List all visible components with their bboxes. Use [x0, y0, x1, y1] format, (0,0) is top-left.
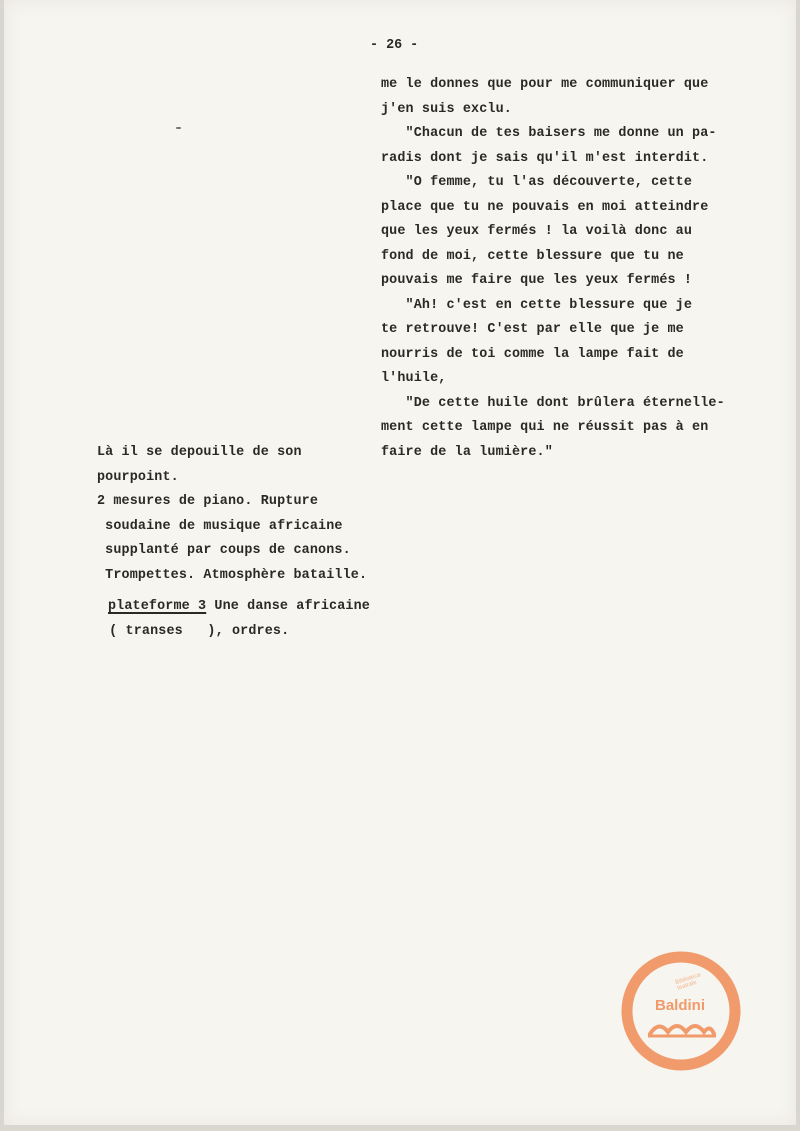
- stamp-name: Baldini: [654, 997, 705, 1014]
- platform-label: plateforme 3: [108, 599, 207, 614]
- rc-line-13: l'huile,: [381, 371, 447, 386]
- rc-line-7: que les yeux fermés ! la voilà donc au: [381, 224, 693, 239]
- lc-line-3: 2 mesures de piano. Rupture: [97, 494, 319, 509]
- rc-line-2: j'en suis exclu.: [381, 102, 512, 117]
- rc-line-6: place que tu ne pouvais en moi atteindre: [381, 200, 709, 215]
- rc-line-5: "O femme, tu l'as découverte, cette: [381, 175, 693, 190]
- lc-line-2: pourpoint.: [97, 470, 179, 485]
- rc-line-3: "Chacun de tes baisers me donne un pa-: [381, 126, 717, 141]
- stamp-small-text: Biblioteca teatrale: [674, 972, 702, 992]
- platform-text: Une danse africaine: [206, 599, 370, 614]
- rc-line-16: faire de la lumière.": [381, 445, 553, 460]
- rc-line-8: fond de moi, cette blessure que tu ne: [381, 249, 684, 264]
- page-number: - 26 -: [370, 38, 419, 53]
- lc-platform-line: [108, 595, 370, 620]
- lc-line-6: Trompettes. Atmosphère bataille.: [97, 568, 368, 583]
- rc-line-10: "Ah! c'est en cette blessure que je: [381, 298, 693, 313]
- lc-line-1: Là il se depouille de son: [97, 445, 302, 460]
- rc-line-14: "De cette huile dont brûlera éternelle-: [381, 396, 725, 411]
- rc-line-15: ment cette lampe qui ne réussit pas à en: [381, 420, 709, 435]
- rc-line-12: nourris de toi comme la lampe fait de: [381, 347, 684, 362]
- rc-line-4: radis dont je sais qu'il m'est interdit.: [381, 151, 709, 166]
- rc-line-9: pouvais me faire que les yeux fermés !: [381, 273, 693, 288]
- lc-line-4: soudaine de musique africaine: [97, 519, 343, 534]
- ink-speck: [176, 127, 181, 129]
- rc-line-1: me le donnes que pour me communiquer que: [381, 77, 709, 92]
- lc-line-5: supplanté par coups de canons.: [97, 543, 351, 558]
- lc-last-line: ( transes ), ordres.: [101, 624, 290, 639]
- rc-line-11: te retrouve! C'est par elle que je me: [381, 322, 684, 337]
